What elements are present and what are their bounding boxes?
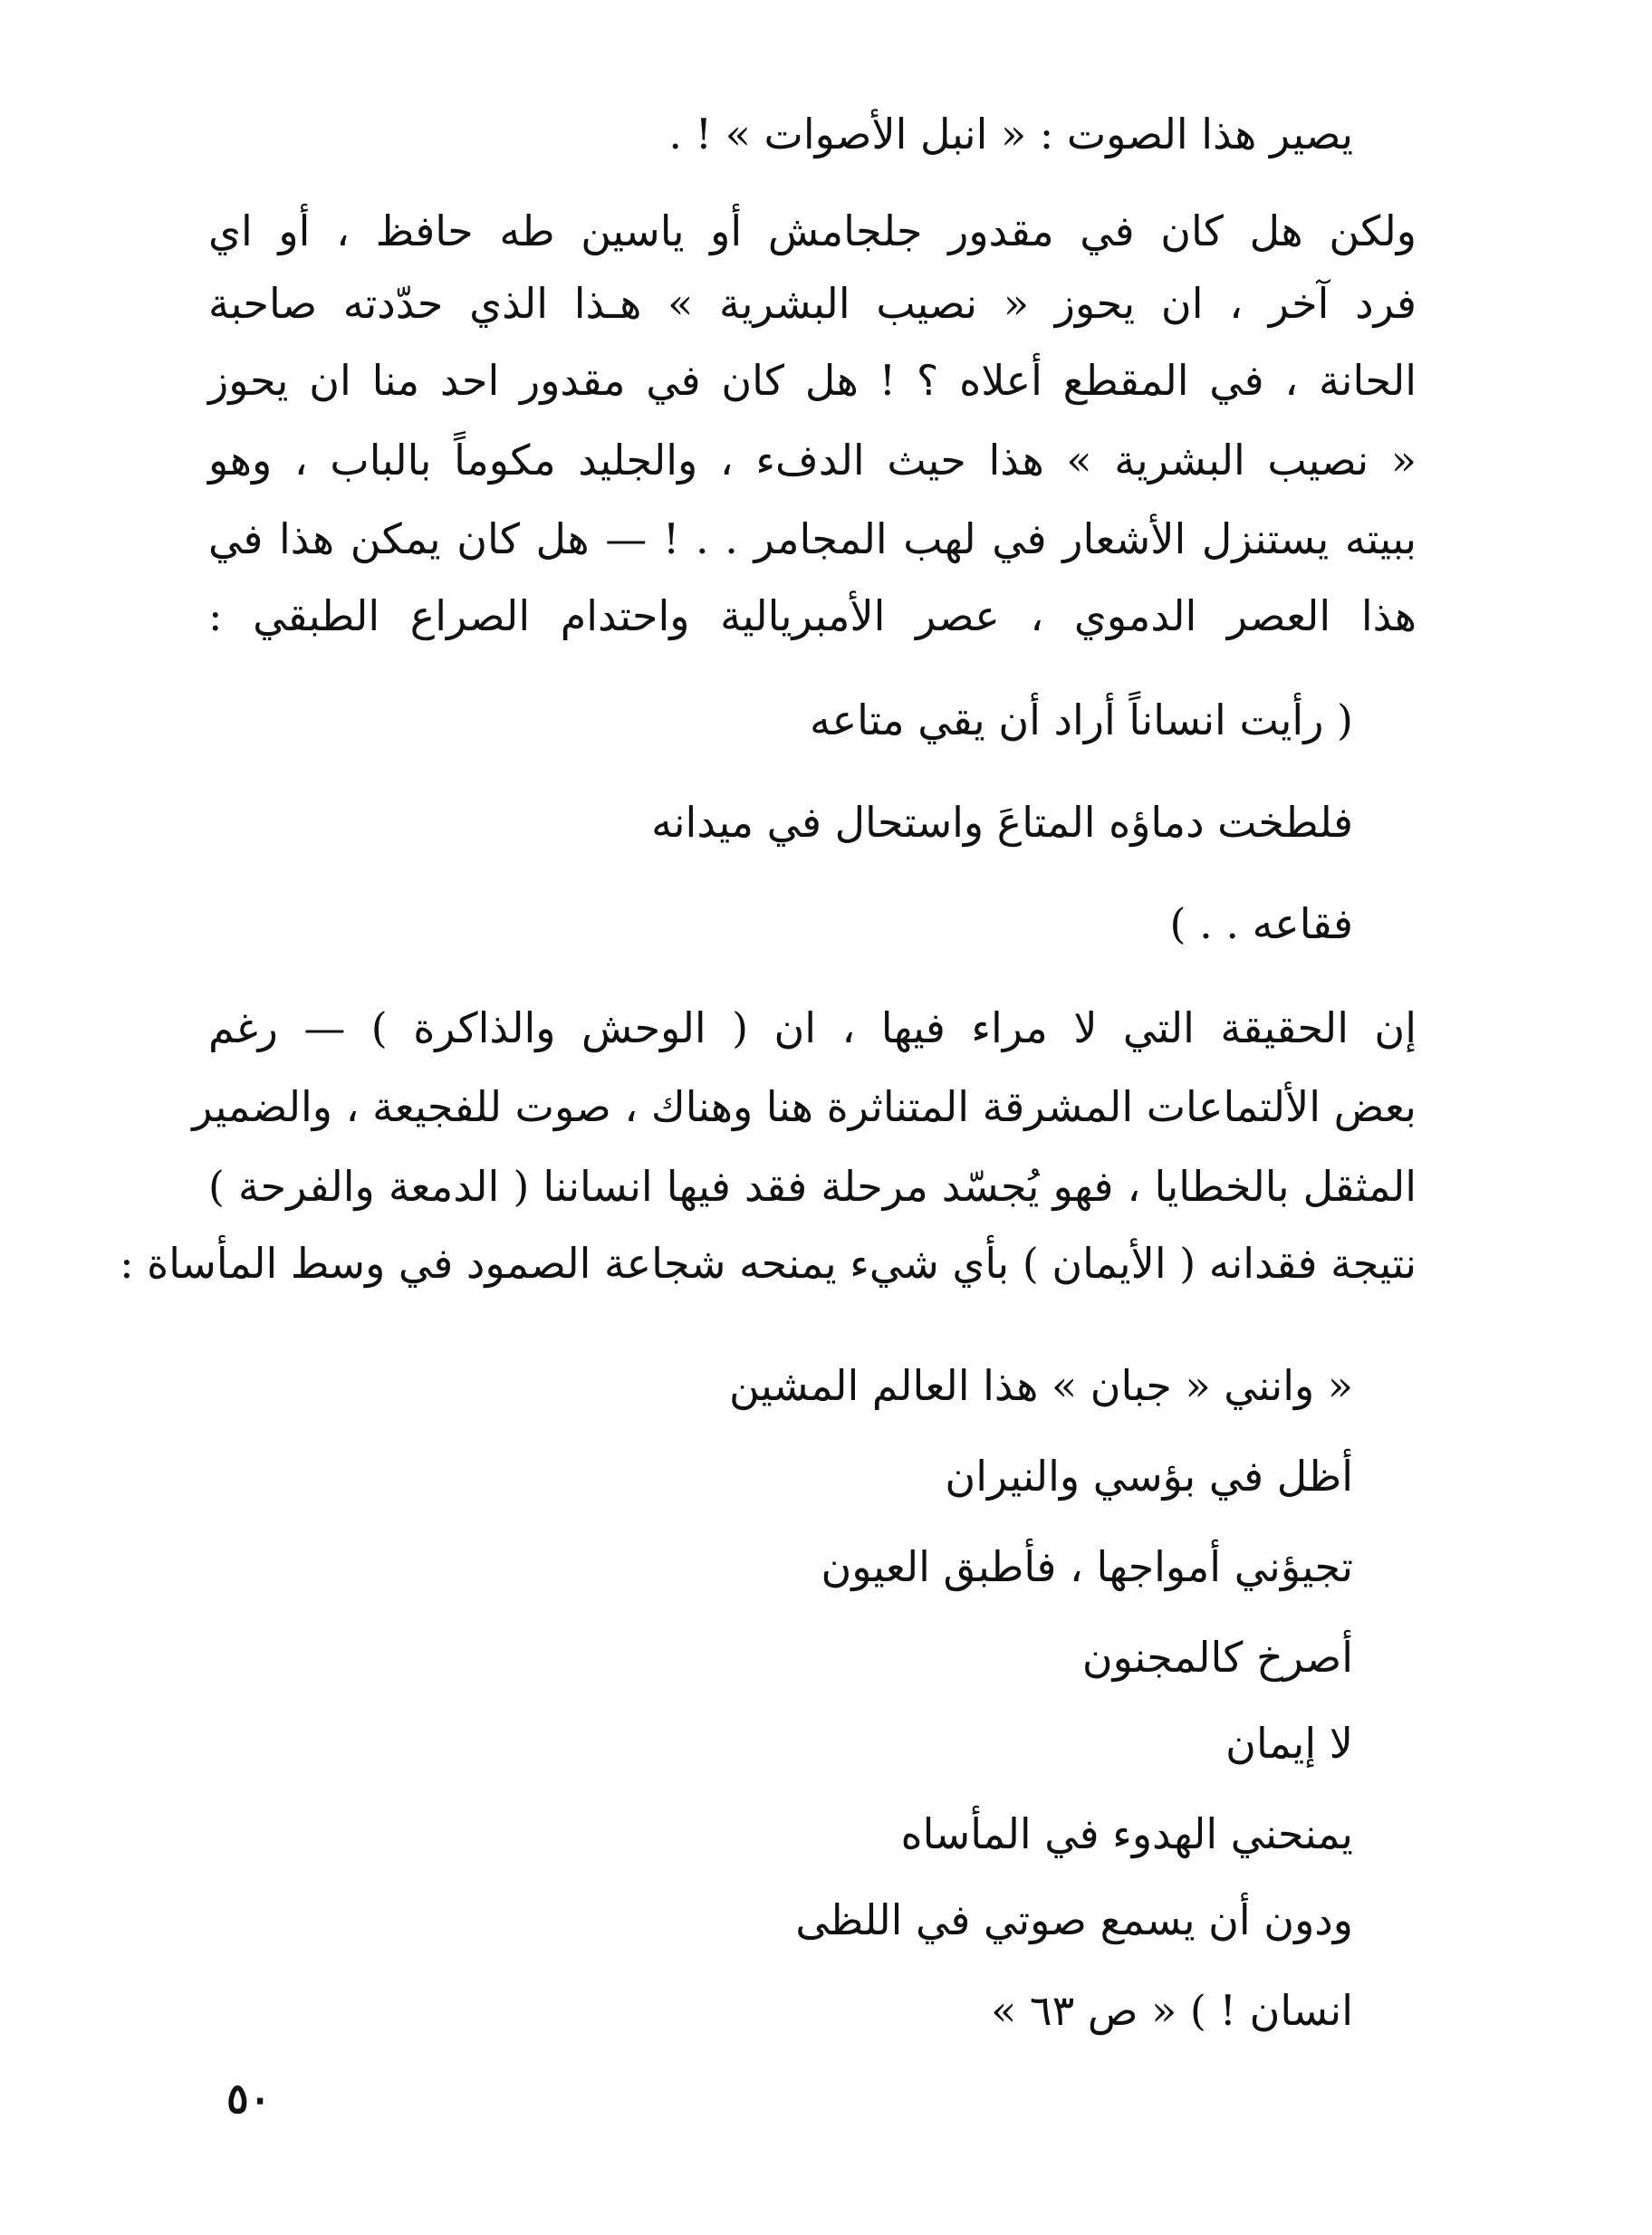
verse-line: فلطخت دماؤه المتاعَ واستحال في ميدانه [651,798,1353,847]
verse-line: أصرخ كالمجنون [1081,1633,1353,1682]
text-line: نتيجة فقدانه ( الأيمان ) بأي شيء يمنحه شجاعة الصمود في وسط المأساة : [120,1239,1417,1288]
text-line: الحانة ، في المقطع أعلاه ؟ ! هل كان في مقدور احد منا ان يحوز [208,356,1417,405]
verse-line: انسان ! ) « ص ٦٣ » [991,1986,1353,2035]
text-line: المثقل بالخطايا ، فهو يُجسّد مرحلة فقد فيها انساننا ( الدمعة والفرحة ) [208,1162,1417,1211]
verse-line: « وانني « جبان » هذا العالم المشين [728,1361,1353,1410]
verse-line: فقاعه . . ) [1169,899,1353,948]
text-line: إن الحقيقة التي لا مراء فيها ، ان ( الوحش والذاكرة ) — رغم [208,1003,1417,1052]
text-line: بعض الألتماعات المشرقة المتناثرة هنا وهناك ، صوت للفجيعة ، والضمير [192,1082,1417,1131]
text-line: هذا العصر الدموي ، عصر الأمبريالية واحتدام الصراع الطبقي : [208,591,1417,640]
text-line: يصير هذا الصوت : « انبل الأصوات » ! . [668,110,1353,158]
verse-line: لا إيمان [1225,1719,1353,1768]
text-line: ولكن هل كان في مقدور جلجامش أو ياسين طه حافظ ، أو اي [208,206,1417,255]
verse-line: أظل في بؤسي والنيران [945,1452,1353,1501]
verse-line: يمنحني الهدوء في المأساه [900,1809,1353,1858]
page-number: ٥٠ [226,2074,272,2123]
verse-line: ودون أن يسمع صوتي في اللظى [795,1895,1353,1944]
verse-line: ( رأيت انساناً أراد أن يقي متاعه [810,695,1353,744]
verse-line: تجيؤني أمواجها ، فأطبق العيون [821,1542,1353,1591]
text-line: فرد آخر ، ان يحوز « نصيب البشرية » هـذا الذي حدّدته صاحبة [208,279,1417,328]
text-line: « نصيب البشرية » هذا حيث الدفء ، والجليد مكوماً بالباب ، وهو [208,436,1417,484]
text-line: ببيته يستنزل الأشعار في لهب المجامر . . ! — هل كان يمكن هذا في [208,514,1417,563]
